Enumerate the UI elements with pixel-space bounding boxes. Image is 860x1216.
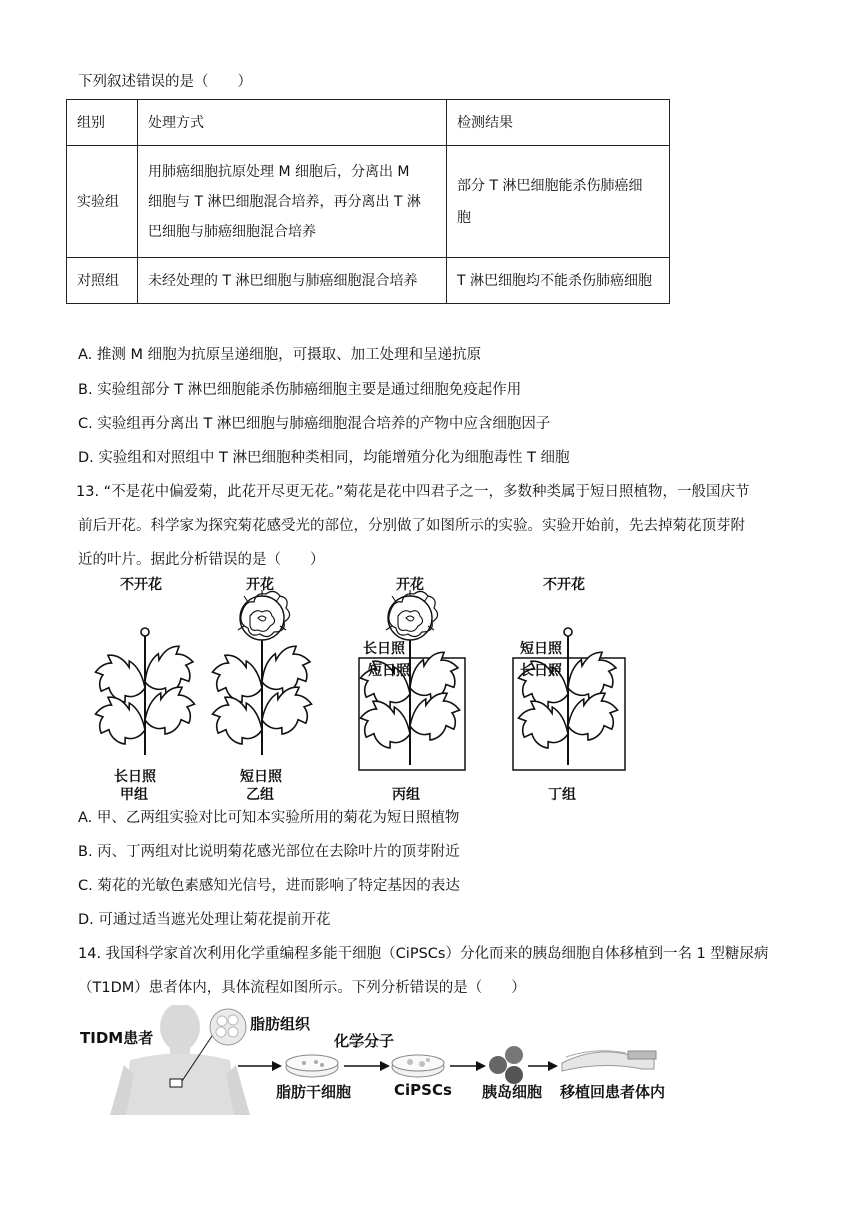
q13-stem-line: 近的叶片。据此分析错误的是（ ） <box>78 552 325 568</box>
yi-bottom-label: 短日照 <box>240 769 282 785</box>
jia-group-label: 甲组 <box>120 787 148 803</box>
table-row <box>67 258 670 304</box>
plant-jia <box>89 628 201 755</box>
q13-option-d: D. 可通过适当遮光处理让菊花提前开花 <box>78 912 331 928</box>
jia-top-label: 不开花 <box>120 577 162 593</box>
yi-top-label: 开花 <box>246 577 274 593</box>
islet-cells-image <box>489 1046 523 1084</box>
result-line: 部分 T 淋巴细胞能杀伤肺癌细 <box>457 177 643 194</box>
header-method: 处理方式 <box>138 100 447 146</box>
row-group: 对照组 <box>67 258 138 304</box>
q13-option-c: C. 菊花的光敏色素感知光信号，进而影响了特定基因的表达 <box>78 878 460 894</box>
experiment-table <box>66 99 670 304</box>
plant-yi <box>206 590 318 755</box>
bing-inner-top-label: 长日照 <box>363 641 405 657</box>
method-line: 细胞与 T 淋巴细胞混合培养，再分离出 T 淋 <box>148 193 421 210</box>
ipsc-flow-figure <box>0 1005 860 1115</box>
yi-group-label: 乙组 <box>246 787 274 803</box>
dish-adipose-stem-cells <box>286 1055 338 1077</box>
option-d: D. 实验组和对照组中 T 淋巴细胞种类相同，均能增殖分化为细胞毒性 T 细胞 <box>78 450 570 466</box>
chrysanthemum-figure <box>0 570 860 805</box>
dish-cipscs <box>392 1055 444 1077</box>
ding-top-label: 不开花 <box>543 577 585 593</box>
step-cipscs: CiPSCs <box>394 1081 452 1099</box>
row-result <box>447 146 670 258</box>
question-intro: 下列叙述错误的是（ ） <box>78 74 252 90</box>
table-row <box>67 146 670 258</box>
jia-bottom-label: 长日照 <box>114 769 156 785</box>
bing-group-label: 丙组 <box>392 787 420 803</box>
step-transplant: 移植回患者体内 <box>560 1083 666 1101</box>
method-line: 用肺癌细胞抗原处理 M 细胞后，分离出 M <box>148 163 410 180</box>
chem-molecule-label: 化学分子 <box>334 1032 395 1050</box>
q14-stem-line: 14. 我国科学家首次利用化学重编程多能干细胞（CiPSCs）分化而来的胰岛细胞自体移植到一名 1 型糖尿病 <box>78 946 769 962</box>
q13-stem-line: 13. “不是花中偏爱菊，此花开尽更无花。”菊花是花中四君子之一，多数种类属于短日照植物，一般国庆节 <box>76 484 750 500</box>
ding-inner-top-label: 短日照 <box>520 641 562 657</box>
header-result: 检测结果 <box>447 100 670 146</box>
header-group: 组别 <box>67 100 138 146</box>
q13-stem-line: 前后开花。科学家为探究菊花感受光的部位，分别做了如图所示的实验。实验开始前，先去掉菊花顶芽附 <box>78 518 745 534</box>
plant-bing <box>354 590 466 770</box>
q13-option-a: A. 甲、乙两组实验对比可知本实验所用的菊花为短日照植物 <box>78 810 460 826</box>
result-line: 胞 <box>457 209 471 226</box>
option-a: A. 推测 M 细胞为抗原呈递细胞，可摄取、加工处理和呈递抗原 <box>78 347 482 363</box>
step-adipose-stem-cells: 脂肪干细胞 <box>276 1083 352 1101</box>
adipose-tissue-image <box>210 1009 246 1045</box>
bing-top-label: 开花 <box>396 577 424 593</box>
row-result: T 淋巴细胞均不能杀伤肺癌细胞 <box>447 258 670 304</box>
method-line: 巴细胞与肺癌细胞混合培养 <box>148 223 316 240</box>
row-group: 实验组 <box>67 146 138 258</box>
q14-stem-line: （T1DM）患者体内，具体流程如图所示。下列分析错误的是（ ） <box>78 980 526 996</box>
patient-label: TIDM患者 <box>80 1029 154 1047</box>
row-method: 未经处理的 T 淋巴细胞与肺癌细胞混合培养 <box>138 258 447 304</box>
bing-box-label: 短日照 <box>368 663 410 679</box>
row-method <box>138 146 447 258</box>
transplant-image <box>562 1051 656 1071</box>
ding-group-label: 丁组 <box>548 787 576 803</box>
option-b: B. 实验组部分 T 淋巴细胞能杀伤肺癌细胞主要是通过细胞免疫起作用 <box>78 382 522 398</box>
table-header-row <box>67 100 670 146</box>
adipose-tissue-label: 脂肪组织 <box>250 1015 311 1033</box>
option-c: C. 实验组再分离出 T 淋巴细胞与肺癌细胞混合培养的产物中应含细胞因子 <box>78 416 551 432</box>
step-islet-cells: 胰岛细胞 <box>482 1083 543 1101</box>
q13-option-b: B. 丙、丁两组对比说明菊花感光部位在去除叶片的顶芽附近 <box>78 844 460 860</box>
ding-box-label: 长日照 <box>520 663 562 679</box>
